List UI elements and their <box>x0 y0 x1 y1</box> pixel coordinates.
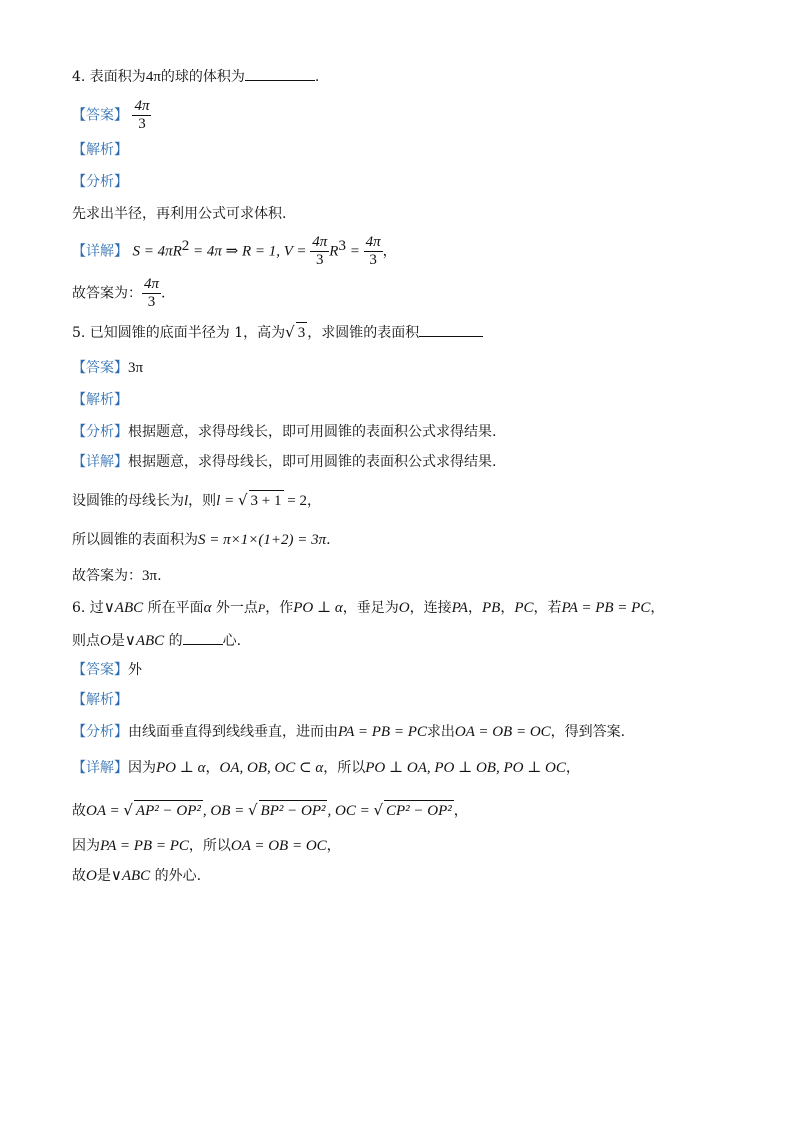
q6-stem-f: ，连接 <box>409 600 452 616</box>
q4-fenxi-text <box>72 204 286 224</box>
q6-l2-a: 故 <box>72 803 86 819</box>
q6-stem-a: 6. 过 <box>72 600 104 616</box>
q6-l2-s1: AP² − OP² <box>134 800 203 821</box>
q6-analysis-tag <box>72 690 128 710</box>
q6-stem <box>72 598 664 618</box>
q6-detail-m3: PO ⊥ OA, PO ⊥ OB, PO ⊥ OC <box>365 760 566 776</box>
frac-num: 4π <box>134 98 150 114</box>
q5-analysis-label: 【解析】 <box>72 392 128 408</box>
q6-analysis-label: 【解析】 <box>72 692 128 708</box>
q6-stem-eq: PA = PB = PC <box>561 600 651 616</box>
q4-detail-math-4: = <box>345 243 364 260</box>
q6-l4-a: 故 <box>72 868 86 884</box>
q6-l4-b: 是 <box>96 868 111 884</box>
q5-line1-b: ，则 <box>188 493 217 509</box>
q5-line1: 设圆锥的母线长为l，则l = √ 3 + 1 = 2， <box>72 491 321 509</box>
q6-detail-line3 <box>72 836 341 856</box>
frac-num: 4π <box>312 234 328 250</box>
q4-detail-frac-1 <box>310 234 329 269</box>
q6-detail <box>72 758 580 778</box>
q6-l2-s3: CP² − OP² <box>384 800 454 821</box>
q6-l4-o: O <box>86 868 97 884</box>
q4-answer-fraction <box>132 98 151 133</box>
q5-detail-text: 根据题意，求得母线长，即可用圆锥的表面积公式求得结果. <box>128 454 497 470</box>
q6-stem2-b: 是 <box>110 633 125 649</box>
q6-stem-g: ， <box>467 600 482 616</box>
q6-stem-d: ，作 <box>265 600 294 616</box>
q5-conclusion <box>72 566 162 586</box>
q6-l3-m1: PA = PB = PC <box>100 838 189 854</box>
frac-den: 3 <box>138 116 146 132</box>
q6-stem-alpha: α <box>203 600 212 616</box>
q4-detail-math-1: S = 4πR <box>132 243 182 260</box>
q4-conclusion-end: . <box>161 285 166 302</box>
q6-detail-d: ， <box>565 760 580 776</box>
q6-stem-pb: PB <box>481 600 501 616</box>
q5-line1-math-a: l = <box>216 493 238 509</box>
q5-detail-tag: 【详解】 <box>72 454 128 470</box>
q5-line2-math: S = π×1×(1+2) = 3π <box>198 532 327 548</box>
q5-stem: 5. 已知圆锥的底面半径为 1，高为√ 3 ，求圆锥的表面积 <box>72 322 483 343</box>
q6-stem-po: PO ⊥ α <box>293 600 343 616</box>
q6-l2-end: ， <box>453 803 468 819</box>
q6-answer-value: 外 <box>128 662 142 678</box>
q5-conclusion-value: 3π <box>142 568 158 584</box>
q5-stem-a: 5. 已知圆锥的底面半径为 1，高为 <box>72 325 286 341</box>
q6-answer <box>72 660 142 680</box>
q5-answer <box>72 358 143 378</box>
q6-stem-i: ，若 <box>533 600 562 616</box>
q4-stem-end: . <box>314 69 320 85</box>
q5-line1-end: ， <box>306 493 321 509</box>
q5-line2-end: . <box>326 532 331 548</box>
q6-detail-line4 <box>72 866 201 886</box>
q6-stem-o: O <box>398 600 410 616</box>
q5-analysis-tag <box>72 390 128 410</box>
q4-detail-tag: 【详解】 <box>72 243 128 260</box>
q4-stem-tail: 的球的体积为 <box>160 69 245 85</box>
frac-num: 4π <box>365 234 381 250</box>
q6-stem-tri: ∨ABC <box>103 600 144 616</box>
q6-detail-a: 因为 <box>128 760 156 776</box>
q5-conclusion-text: 故答案为： <box>72 568 142 584</box>
q6-stem2-tri: ∨ABC <box>124 633 165 649</box>
q4-stem-text: 4. 表面积为 <box>72 69 146 85</box>
q6-detail-b: ， <box>205 760 220 776</box>
q6-fenxi-b: 求出 <box>426 724 455 740</box>
q6-l2-m1: OA = <box>86 803 124 819</box>
q6-stem-e: ，垂足为 <box>342 600 399 616</box>
q5-line1-a: 设圆锥的母线长为 <box>72 493 184 509</box>
q6-l2-m3: , OC = <box>327 803 374 819</box>
q6-l3-end: ， <box>326 838 341 854</box>
q6-stem2-o: O <box>100 633 111 649</box>
q4-fenxi-label: 【分析】 <box>72 174 128 190</box>
q4-detail-frac-2 <box>364 234 383 269</box>
q6-l3-m2: OA = OB = OC <box>230 838 327 854</box>
q4-analysis-tag <box>72 140 128 160</box>
q4-detail-math-3: R <box>329 243 339 260</box>
q5-line1-math-b: = 2 <box>283 493 307 509</box>
q6-detail-tag: 【详解】 <box>72 760 128 776</box>
q6-detail-line2: 故OA = √ AP² − OP² , OB = √ BP² − OP² , OC = √ CP² − OP² ， <box>72 801 468 819</box>
q5-fenxi-text: 根据题意，求得母线长，即可用圆锥的表面积公式求得结果. <box>128 424 497 440</box>
q4-fenxi-tag <box>72 172 128 192</box>
q5-answer-tag: 【答案】 <box>72 360 128 376</box>
q6-fenxi-math1: PA = PB = PC <box>338 724 427 740</box>
q6-stem-p: P <box>257 601 266 615</box>
q6-stem-c: 外一点 <box>211 600 258 616</box>
q4-answer <box>72 98 151 133</box>
frac-den: 3 <box>316 252 324 268</box>
q5-detail <box>72 452 496 472</box>
q6-detail-m2: OA, OB, OC ⊂ α <box>219 760 324 776</box>
q6-l2-s2: BP² − OP² <box>259 800 328 821</box>
q4-answer-blank <box>245 66 315 81</box>
q5-fenxi <box>72 422 496 442</box>
q6-answer-blank <box>183 630 223 645</box>
q4-detail-math-2: = 4π ⇒ R = 1, V = <box>189 243 311 260</box>
q5-line2 <box>72 530 331 550</box>
q6-stem-b: 所在平面 <box>143 600 204 616</box>
q6-l4-tri: ∨ABC <box>110 868 151 884</box>
q6-l3-b: ，所以 <box>188 838 231 854</box>
q5-answer-blank <box>419 322 483 337</box>
frac-num: 4π <box>144 276 160 292</box>
q5-line1-var: l <box>184 493 189 509</box>
q6-fenxi-math2: OA = OB = OC <box>454 724 551 740</box>
q6-stem-j: ， <box>650 600 665 616</box>
q6-stem-h: ， <box>500 600 515 616</box>
q4-analysis-label: 【解析】 <box>72 142 128 158</box>
frac-den: 3 <box>369 252 377 268</box>
q5-answer-value: 3π <box>128 360 144 376</box>
q6-stem-line2 <box>72 630 241 651</box>
q4-stem <box>72 66 319 87</box>
q6-answer-tag: 【答案】 <box>72 662 128 678</box>
q6-detail-c: ，所以 <box>323 760 366 776</box>
q5-conclusion-end: . <box>157 568 162 584</box>
q5-line2-a: 所以圆锥的表面积为 <box>72 532 198 548</box>
q4-fenxi-content: 先求出半径，再利用公式可求体积. <box>72 206 287 222</box>
q6-stem2-a: 则点 <box>72 633 100 649</box>
q6-stem2-d: 心. <box>222 633 242 649</box>
q6-fenxi <box>72 722 625 742</box>
q5-stem-sqrt: 3 <box>296 322 308 343</box>
q4-conclusion <box>72 276 165 311</box>
q6-l3-a: 因为 <box>72 838 100 854</box>
q6-stem2-c: 的 <box>164 633 183 649</box>
q6-stem-pa: PA <box>451 600 468 616</box>
q6-fenxi-c: ，得到答案. <box>550 724 626 740</box>
q4-detail: 【详解】 $S = 4\pi R^2 = 4\pi$ ⇒ R = 1, V = $\frac{4\pi}{3}$ $R^3$ = $\frac{4\pi}{3}$ ， <box>72 234 397 268</box>
q6-l4-c: 的外心. <box>150 868 202 884</box>
q6-fenxi-a: 由线面垂直得到线线垂直，进而由 <box>128 724 338 740</box>
q4-answer-tag: 【答案】 <box>72 107 128 124</box>
frac-den: 3 <box>147 294 156 310</box>
q6-detail-m1: PO ⊥ α <box>156 760 206 776</box>
q5-stem-b: ，求圆锥的表面积 <box>307 325 420 341</box>
q6-l2-m2: , OB = <box>202 803 248 819</box>
q4-conclusion-text: 故答案为： <box>72 285 142 302</box>
q4-stem-math: 4π <box>145 69 161 85</box>
q4-detail-end: ， <box>382 243 397 260</box>
q4-conclusion-frac <box>142 276 161 311</box>
q6-fenxi-tag: 【分析】 <box>72 724 128 740</box>
q5-line1-sqrt: 3 + 1 <box>249 490 284 511</box>
q5-fenxi-tag: 【分析】 <box>72 424 128 440</box>
q6-stem-pc: PC <box>514 600 534 616</box>
